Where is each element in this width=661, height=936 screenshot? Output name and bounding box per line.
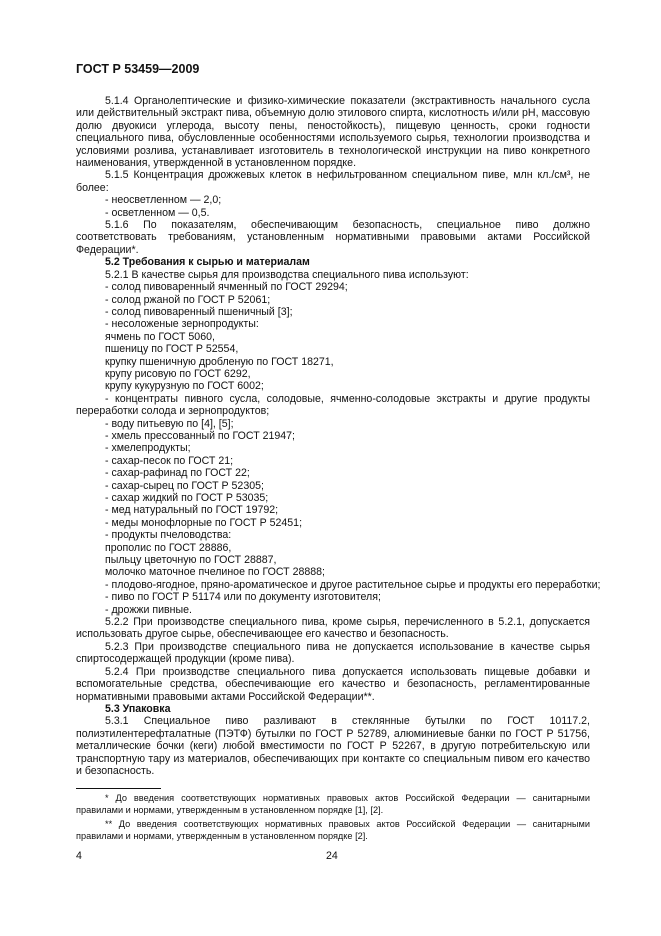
list-item: - продукты пчеловодства: [105, 529, 232, 542]
paragraph-5-2-4: 5.2.4 При производстве специального пива допускается использовать пищевые добавки и вспомогательные средства, обеспечивающие его качество и безопасность, регламентированные нормативными правовыми актами Российской Федерации**. [76, 665, 590, 703]
sub-list-item: крупку пшеничную дробленую по ГОСТ 18271, [105, 355, 334, 368]
sub-list-item: пшеницу по ГОСТ Р 52554, [105, 343, 239, 356]
sub-list-item: ячмень по ГОСТ 5060, [105, 330, 215, 343]
list-item: - плодово-ягодное, пряно-ароматическое и другое растительное сырье и продукты его переработки; [105, 578, 601, 591]
paragraph-5-2-3: 5.2.3 При производстве специального пива не допускается использование в качестве сырья спиртосодержащей продукции (кроме пива). [76, 640, 590, 666]
page-header-title: ГОСТ Р 53459—2009 [76, 62, 200, 76]
list-item: - сахар-рафинад по ГОСТ 22; [105, 467, 250, 480]
paragraph-concentrates: - концентраты пивного сусла, солодовые, ячменно-солодовые экстракты и другие продукты переработки солода и зернопродуктов; [76, 392, 590, 418]
sub-list-item: пыльцу цветочную по ГОСТ 28887, [105, 554, 277, 567]
footnotes [76, 793, 590, 845]
section-heading-5-3: 5.3 Упаковка [105, 702, 171, 715]
list-item: - меды монофлорные по ГОСТ Р 52451; [105, 516, 303, 529]
list-item: - мед натуральный по ГОСТ 19792; [105, 504, 279, 517]
list-item: - солод пивоваренный ячменный по ГОСТ 29294; [105, 281, 348, 294]
list-item: - неосветленном — 2,0; [105, 194, 222, 207]
list-item: - солод ржаной по ГОСТ Р 52061; [105, 293, 271, 306]
sub-list-item: прополис по ГОСТ 28886, [105, 541, 232, 554]
footnote: ** До введения соответствующих нормативных правовых актов Российской Федерации — санитарными правилами и нормами, утвержденным в установленном порядке [2]. [76, 819, 590, 841]
paragraph-5-1-5: 5.1.5 Концентрация дрожжевых клеток в нефильтрованном специальном пиве, млн кл./см³, не более: [76, 169, 590, 194]
paragraph-5-2-2: 5.2.2 При производстве специального пива, кроме сырья, перечисленного в 5.2.1, допускается использовать другое сырье, обеспечивающее его качество и безопасность. [76, 616, 590, 641]
list-item: - сахар жидкий по ГОСТ Р 53035; [105, 492, 269, 504]
list-item: - солод пивоваренный пшеничный [3]; [105, 305, 293, 318]
sub-list-item: молочко маточное пчелиное по ГОСТ 28888; [105, 566, 325, 579]
sheet-number: 24 [326, 850, 338, 862]
section-heading-5-2: 5.2 Требования к сырью и материалам [105, 256, 310, 269]
footnote-divider [76, 788, 161, 789]
list-item: - дрожжи пивные. [105, 603, 192, 616]
paragraph-5-3-1: 5.3.1 Специальное пиво разливают в стеклянные бутылки по ГОСТ 10117.2, полиэтилентерефталатные (ПЭТФ) бутылки по ГОСТ Р 52789, алюминиевые банки по ГОСТ Р 51756, металлические бочки (кеги) любой вместимости по ГОСТ Р 52267, в другую потребительскую или транспортную тару из материалов, обеспечивающих при контакте со специальным пивом его качество и безопасность. [76, 715, 590, 777]
document-body [76, 95, 601, 777]
footnote: * До введения соответствующих нормативных правовых актов Российской Федерации — санитарными правилами и нормами, утвержденным в установленном порядке [1], [2]. [76, 793, 590, 815]
paragraph-5-2-1: 5.2.1 В качестве сырья для производства специального пива используют: [105, 268, 469, 281]
sub-list-item: крупу кукурузную по ГОСТ 6002; [105, 380, 264, 393]
list-item: - воду питьевую по [4], [5]; [105, 417, 234, 430]
list-item: - сахар-песок по ГОСТ 21; [105, 454, 234, 467]
list-item: - хмель прессованный по ГОСТ 21947; [105, 429, 296, 442]
list-item: - пиво по ГОСТ Р 51174 или по документу изготовителя; [105, 591, 381, 604]
paragraph-5-1-4: 5.1.4 Органолептические и физико-химические показатели (экстрактивность начального сусла или действительный экстракт пива, объемную долю этилового спирта, кислотность и/или pH, массовую долю двуокиси углерода, высоту пены, пеностойкость), пищевую ценность, сроки годности специального пива, обусловленные особенностями используемого сырья, технологии производства и условиями розлива, устанавливает изготовитель в технологической инструкции на пиво конкретного наименования, утвержденной в установленном порядке. [76, 95, 590, 170]
list-item: - осветленном — 0,5. [105, 206, 210, 219]
list-item: - хмелепродукты; [105, 442, 191, 455]
page-number: 4 [76, 850, 82, 862]
paragraph-5-1-6: 5.1.6 По показателям, обеспечивающим безопасность, специальное пиво должно соответствовать требованиям, установленным нормативными правовыми актами Российской Федерации*. [76, 219, 590, 256]
list-item: - несоложеные зернопродукты: [105, 318, 259, 331]
sub-list-item: крупу рисовую по ГОСТ 6292, [105, 367, 251, 380]
list-item: - сахар-сырец по ГОСТ Р 52305; [105, 479, 264, 492]
